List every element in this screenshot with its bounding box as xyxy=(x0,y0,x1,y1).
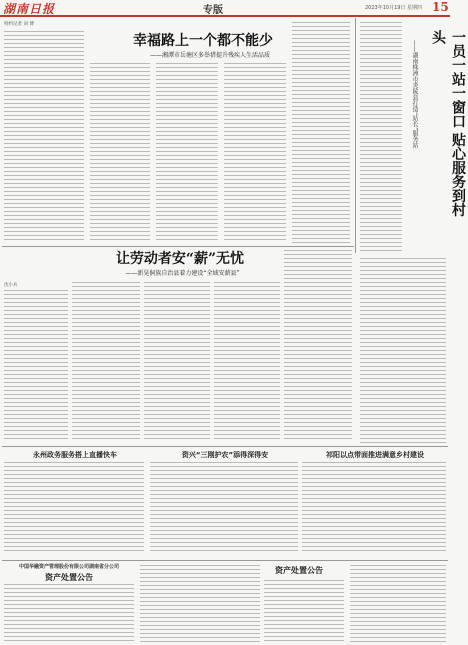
story3-title: 一员一站一窗口 贴心服务到村头 xyxy=(430,30,466,217)
story1-body-col2 xyxy=(90,63,150,243)
dateline: 2023年10月19日 星期四 xyxy=(365,5,423,11)
notice1-title: 中国华融资产管理股份有限公司湖南省分公司 xyxy=(18,564,119,570)
section-label: 专版 xyxy=(203,5,223,16)
story2-body-col1 xyxy=(4,290,68,440)
notice2-title: 资产处置公告 xyxy=(275,566,323,575)
notice3-body xyxy=(350,565,446,642)
section-divider xyxy=(2,246,354,247)
story2-body-col3 xyxy=(144,282,210,440)
story2-body-col5 xyxy=(284,250,352,440)
newspaper-logo: 湖南日报 xyxy=(3,2,56,16)
story2-title: 让劳动者安“薪”无忧 xyxy=(115,251,245,267)
story2-body-col4 xyxy=(214,282,280,440)
story1-body-col1 xyxy=(4,31,84,241)
story2-byline: 沈小兵 xyxy=(4,283,18,288)
briefs-divider xyxy=(2,446,448,447)
column-divider xyxy=(355,18,356,253)
notice2-body xyxy=(140,565,260,642)
story1-body-col4 xyxy=(224,63,286,243)
brief2-title: 资兴“三刚护农”添得深得安 xyxy=(181,451,269,459)
story1-body-col3 xyxy=(156,63,218,243)
story1-body-col5 xyxy=(292,22,350,243)
brief3-title: 祁阳以点带面推进满意乡村建设 xyxy=(326,451,424,459)
story3-body-col2 xyxy=(360,258,446,448)
notice2-body-right xyxy=(264,580,344,642)
story2-body-col2 xyxy=(72,282,140,440)
notice1-body xyxy=(4,584,134,642)
story1-title: 幸福路上一个都不能少 xyxy=(133,33,273,49)
notice1-subtitle: 资产处置公告 xyxy=(45,573,93,582)
brief1-title: 永州政务服务搭上直播快车 xyxy=(33,451,117,459)
story1-subtitle: ——湘潭市岳塘区多举措提升残疾人生活品质 xyxy=(149,52,270,59)
story3-subtitle: ——湖南株洲市炎陵县打造“站长”服务站 xyxy=(411,40,418,149)
story1-byline: 特约记者 刘 博 xyxy=(4,22,34,27)
brief1-body xyxy=(4,462,144,554)
brief2-body xyxy=(150,462,298,554)
page-number: 15 xyxy=(432,0,449,14)
story3-body-col1 xyxy=(360,22,402,252)
brief3-body xyxy=(302,462,446,554)
story2-subtitle: ——新晃侗族自治县着力建设“全域安薪县” xyxy=(125,270,240,277)
notices-divider xyxy=(2,560,448,561)
